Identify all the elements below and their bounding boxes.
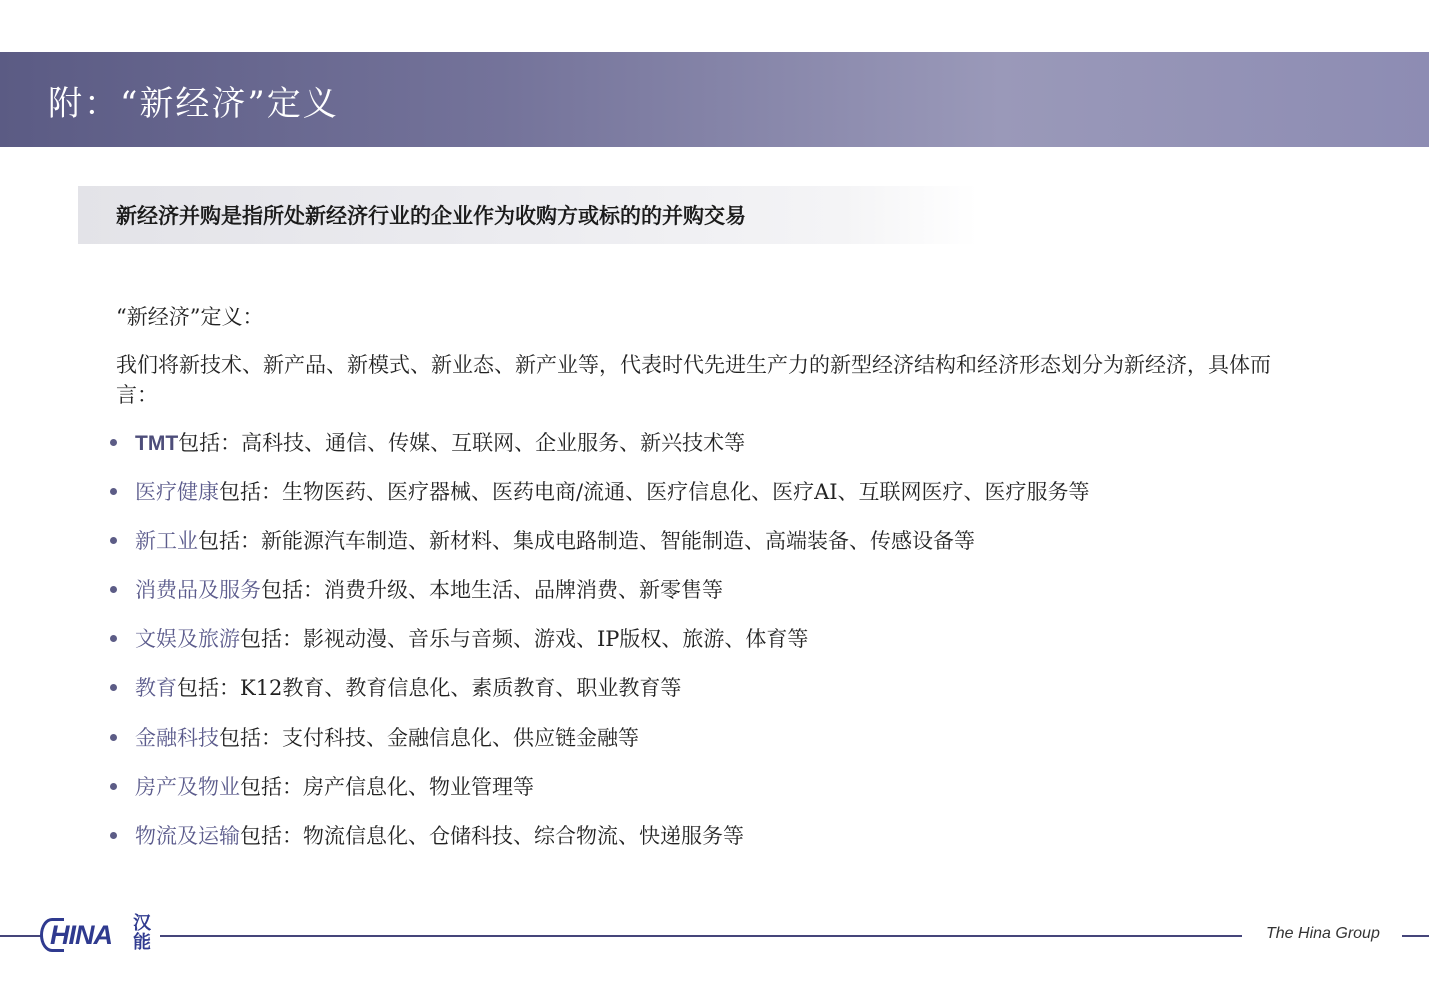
- bullet-icon: [110, 783, 117, 790]
- list-item: [110, 526, 1090, 575]
- list-item: [110, 477, 1090, 526]
- category-desc: 包括：房产信息化、物业管理等: [240, 774, 534, 799]
- footer-divider-right: [1402, 935, 1429, 937]
- category-name: 物流及运输: [135, 823, 240, 848]
- category-desc: 包括：消费升级、本地生活、品牌消费、新零售等: [261, 578, 723, 603]
- category-desc: 包括：影视动漫、音乐与音频、游戏、IP版权、旅游、体育等: [240, 627, 809, 652]
- category-desc: 包括：K12教育、教育信息化、素质教育、职业教育等: [177, 676, 682, 701]
- list-item: [110, 428, 1090, 477]
- bullet-icon: [110, 832, 117, 839]
- list-item: [110, 821, 1090, 870]
- page-title: 附：“新经济”定义: [48, 84, 339, 124]
- bullet-icon: [110, 684, 117, 691]
- footer-brand: The Hina Group: [1266, 925, 1380, 942]
- category-desc: 包括：生物医药、医疗器械、医药电商/流通、医疗信息化、医疗AI、互联网医疗、医疗服务等: [219, 480, 1090, 505]
- list-item: [110, 723, 1090, 772]
- category-desc: 包括：支付科技、金融信息化、供应链金融等: [219, 725, 639, 750]
- definition-intro: 我们将新技术、新产品、新模式、新业态、新产业等，代表时代先进生产力的新型经济结构和经济形态划分为新经济，具体而言：: [116, 353, 1271, 407]
- bullet-icon: [110, 734, 117, 741]
- category-name: 教育: [135, 676, 177, 701]
- category-name: 消费品及服务: [135, 578, 261, 603]
- footer-divider: [160, 935, 1242, 937]
- logo-text: HINA: [50, 920, 112, 950]
- list-item: [110, 673, 1090, 722]
- category-name: 文娱及旅游: [135, 627, 240, 652]
- category-desc: 包括：高科技、通信、传媒、互联网、企业服务、新兴技术等: [178, 431, 746, 455]
- summary-text: 新经济并购是指所处新经济行业的企业作为收购方或标的的并购交易: [116, 203, 746, 228]
- category-list: [110, 428, 1090, 870]
- bullet-icon: [110, 635, 117, 642]
- definition-label: “新经济”定义：: [116, 305, 264, 329]
- category-name: 金融科技: [135, 725, 219, 750]
- logo-cn-text: 汉能: [133, 913, 151, 953]
- category-desc: 包括：物流信息化、仓储科技、综合物流、快递服务等: [240, 823, 744, 848]
- bullet-icon: [110, 488, 117, 495]
- bullet-icon: [110, 439, 117, 446]
- category-name: 房产及物业: [135, 774, 240, 799]
- footer-divider-left: [0, 935, 42, 937]
- category-name: TMT: [135, 432, 179, 455]
- bullet-icon: [110, 586, 117, 593]
- hina-logo: [40, 912, 160, 958]
- list-item: [110, 575, 1090, 624]
- category-name: 医疗健康: [135, 480, 219, 505]
- category-name: 新工业: [135, 529, 198, 554]
- bullet-icon: [110, 537, 117, 544]
- list-item: [110, 624, 1090, 673]
- list-item: [110, 772, 1090, 821]
- category-desc: 包括：新能源汽车制造、新材料、集成电路制造、智能制造、高端装备、传感设备等: [198, 529, 975, 554]
